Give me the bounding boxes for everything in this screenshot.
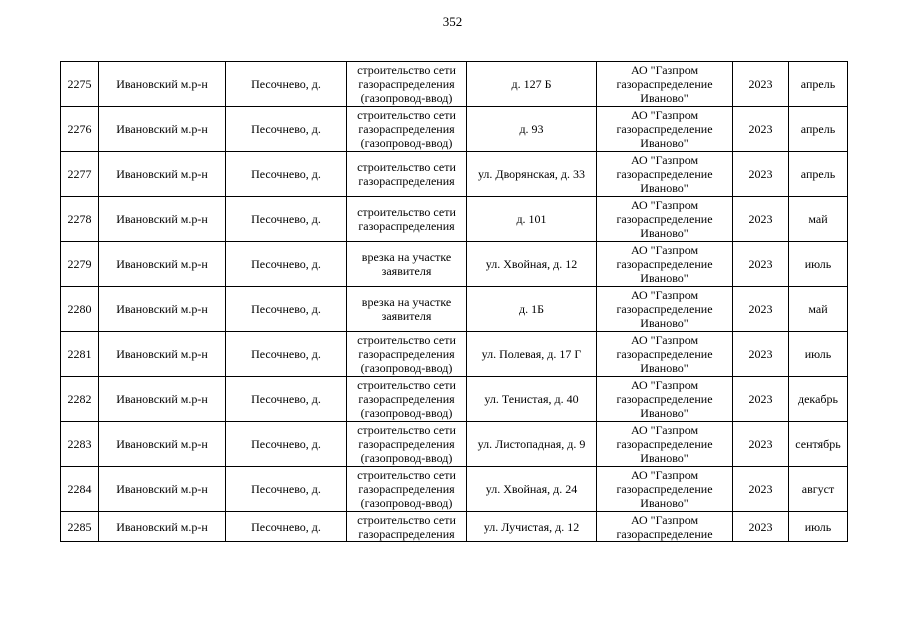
year-cell: 2023 [733, 377, 789, 422]
address-cell: ул. Хвойная, д. 24 [467, 467, 597, 512]
work-type-cell: строительство сети газораспределения (газопровод-ввод) [347, 422, 467, 467]
organization-cell: АО "Газпром газораспределение Иваново" [597, 197, 733, 242]
month-cell: май [789, 197, 848, 242]
address-cell: ул. Листопадная, д. 9 [467, 422, 597, 467]
district-cell: Ивановский м.р-н [99, 332, 226, 377]
work-type-cell: врезка на участке заявителя [347, 287, 467, 332]
year-cell: 2023 [733, 422, 789, 467]
month-cell: апрель [789, 62, 848, 107]
district-cell: Ивановский м.р-н [99, 242, 226, 287]
work-type-cell: строительство сети газораспределения (газопровод-ввод) [347, 377, 467, 422]
row-number: 2281 [61, 332, 99, 377]
year-cell: 2023 [733, 197, 789, 242]
address-cell: ул. Полевая, д. 17 Г [467, 332, 597, 377]
address-cell: ул. Лучистая, д. 12 [467, 512, 597, 542]
district-cell: Ивановский м.р-н [99, 152, 226, 197]
year-cell: 2023 [733, 107, 789, 152]
district-cell: Ивановский м.р-н [99, 377, 226, 422]
work-type-cell: строительство сети газораспределения [347, 152, 467, 197]
row-number: 2280 [61, 287, 99, 332]
address-cell: д. 93 [467, 107, 597, 152]
organization-cell: АО "Газпром газораспределение Иваново" [597, 152, 733, 197]
locality-cell: Песочнево, д. [226, 332, 347, 377]
organization-cell: АО "Газпром газораспределение [597, 512, 733, 542]
row-number: 2282 [61, 377, 99, 422]
organization-cell: АО "Газпром газораспределение Иваново" [597, 242, 733, 287]
locality-cell: Песочнево, д. [226, 242, 347, 287]
locality-cell: Песочнево, д. [226, 512, 347, 542]
row-number: 2285 [61, 512, 99, 542]
address-cell: д. 127 Б [467, 62, 597, 107]
row-number: 2279 [61, 242, 99, 287]
organization-cell: АО "Газпром газораспределение Иваново" [597, 287, 733, 332]
year-cell: 2023 [733, 287, 789, 332]
address-cell: д. 1Б [467, 287, 597, 332]
table-row [61, 467, 848, 512]
work-type-cell: строительство сети газораспределения (газопровод-ввод) [347, 332, 467, 377]
year-cell: 2023 [733, 332, 789, 377]
year-cell: 2023 [733, 512, 789, 542]
month-cell: июль [789, 512, 848, 542]
locality-cell: Песочнево, д. [226, 287, 347, 332]
district-cell: Ивановский м.р-н [99, 287, 226, 332]
gas-connection-table [60, 61, 848, 542]
month-cell: август [789, 467, 848, 512]
month-cell: сентябрь [789, 422, 848, 467]
table-row [61, 377, 848, 422]
district-cell: Ивановский м.р-н [99, 422, 226, 467]
work-type-cell: строительство сети газораспределения (газопровод-ввод) [347, 467, 467, 512]
page-number: 352 [442, 14, 463, 29]
district-cell: Ивановский м.р-н [99, 107, 226, 152]
table-row [61, 197, 848, 242]
work-type-cell: строительство сети газораспределения [347, 197, 467, 242]
year-cell: 2023 [733, 467, 789, 512]
work-type-cell: строительство сети газораспределения [347, 512, 467, 542]
year-cell: 2023 [733, 242, 789, 287]
work-type-cell: строительство сети газораспределения (газопровод-ввод) [347, 107, 467, 152]
table-row [61, 242, 848, 287]
table-row [61, 107, 848, 152]
locality-cell: Песочнево, д. [226, 107, 347, 152]
row-number: 2283 [61, 422, 99, 467]
organization-cell: АО "Газпром газораспределение Иваново" [597, 377, 733, 422]
row-number: 2278 [61, 197, 99, 242]
month-cell: апрель [789, 152, 848, 197]
locality-cell: Песочнево, д. [226, 377, 347, 422]
row-number: 2276 [61, 107, 99, 152]
locality-cell: Песочнево, д. [226, 62, 347, 107]
locality-cell: Песочнево, д. [226, 467, 347, 512]
month-cell: июль [789, 332, 848, 377]
address-cell: ул. Дворянская, д. 33 [467, 152, 597, 197]
row-number: 2284 [61, 467, 99, 512]
district-cell: Ивановский м.р-н [99, 197, 226, 242]
organization-cell: АО "Газпром газораспределение Иваново" [597, 62, 733, 107]
district-cell: Ивановский м.р-н [99, 467, 226, 512]
locality-cell: Песочнево, д. [226, 197, 347, 242]
address-cell: ул. Тенистая, д. 40 [467, 377, 597, 422]
organization-cell: АО "Газпром газораспределение Иваново" [597, 422, 733, 467]
month-cell: декабрь [789, 377, 848, 422]
work-type-cell: врезка на участке заявителя [347, 242, 467, 287]
month-cell: июль [789, 242, 848, 287]
organization-cell: АО "Газпром газораспределение Иваново" [597, 107, 733, 152]
address-cell: д. 101 [467, 197, 597, 242]
table-row [61, 422, 848, 467]
month-cell: май [789, 287, 848, 332]
table-row [61, 287, 848, 332]
locality-cell: Песочнево, д. [226, 422, 347, 467]
work-type-cell: строительство сети газораспределения (газопровод-ввод) [347, 62, 467, 107]
year-cell: 2023 [733, 62, 789, 107]
table-row [61, 332, 848, 377]
organization-cell: АО "Газпром газораспределение Иваново" [597, 467, 733, 512]
locality-cell: Песочнево, д. [226, 152, 347, 197]
year-cell: 2023 [733, 152, 789, 197]
organization-cell: АО "Газпром газораспределение Иваново" [597, 332, 733, 377]
table-row [61, 512, 848, 542]
row-number: 2275 [61, 62, 99, 107]
district-cell: Ивановский м.р-н [99, 512, 226, 542]
table-row [61, 62, 848, 107]
month-cell: апрель [789, 107, 848, 152]
row-number: 2277 [61, 152, 99, 197]
table-row [61, 152, 848, 197]
address-cell: ул. Хвойная, д. 12 [467, 242, 597, 287]
district-cell: Ивановский м.р-н [99, 62, 226, 107]
